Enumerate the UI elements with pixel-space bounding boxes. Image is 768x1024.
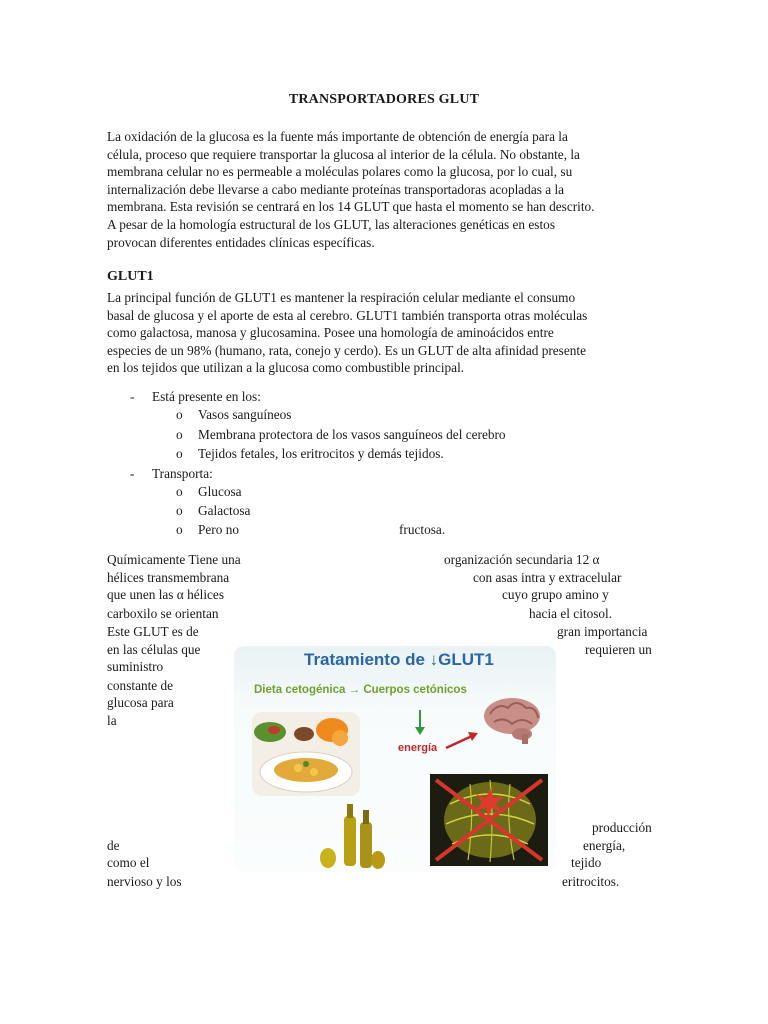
wrap-text-left: de	[107, 838, 120, 853]
sublist-item: Galactosa	[198, 503, 251, 518]
section-heading: GLUT1	[107, 269, 154, 284]
wrap-text-right: con asas intra y extracelular	[473, 570, 622, 585]
sublist-item: Glucosa	[198, 484, 242, 499]
sublist-marker: o	[176, 503, 183, 518]
glut1-paragraph	[107, 289, 663, 377]
sublist-marker: o	[176, 407, 183, 422]
text-line: en los tejidos que utilizan a la glucosa como combustible principal.	[107, 360, 465, 376]
wrap-text-left: glucosa para	[107, 695, 174, 710]
text-line: membrana. Esta revisión se centrará en los 14 GLUT que hasta el momento se han descrito.	[107, 199, 595, 215]
food-plate-image	[252, 712, 360, 796]
text-line: como galactosa, manosa y glucosamina. Posee una homología de aminoácidos entre	[107, 325, 554, 341]
arrow-right-icon: →	[348, 684, 361, 696]
wrap-text-left: carboxilo se orientan	[107, 606, 219, 621]
ketone-label: Cuerpos cetónicos	[363, 684, 467, 696]
wrap-text-left: Químicamente Tiene una	[107, 552, 241, 567]
sublist-marker: o	[176, 522, 183, 537]
sublist-item: Vasos sanguíneos	[198, 407, 292, 422]
sublist-item-tail: fructosa.	[399, 522, 446, 537]
wrap-text-right: hacia el citosol.	[529, 606, 613, 621]
wrap-text-right: cuyo grupo amino y	[502, 587, 609, 602]
text-line: membrana celular no es permeable a moléculas polares como la glucosa, por lo cual, su	[107, 164, 573, 180]
wrap-text-right: eritrocitos.	[562, 874, 620, 889]
diet-label: Dieta cetogénica	[254, 684, 346, 696]
list-dash: -	[130, 389, 135, 404]
nervous-tissue-image	[430, 774, 548, 866]
wrap-text-right: organización secundaria 12 α	[444, 552, 600, 567]
list-item: Está presente en los:	[152, 389, 261, 404]
text-line: basal de glucosa y el aporte de esta al cerebro. GLUT1 también transporta otras moléculas	[107, 307, 588, 323]
arrow-down-icon	[414, 710, 426, 736]
sublist-item: Pero no	[198, 522, 239, 537]
wrap-text-left: como el	[107, 855, 150, 870]
sublist-marker: o	[176, 427, 183, 442]
wrap-text-right: producción	[592, 820, 652, 835]
energy-label: energía	[398, 742, 438, 754]
wrap-text-left: la	[107, 713, 117, 728]
arrow-up-right-icon	[444, 730, 480, 750]
wrap-text-left: en las células que	[107, 642, 201, 657]
text-line: provocan diferentes entidades clínicas específicas.	[107, 234, 375, 250]
wrap-text-left: Este GLUT es de	[107, 624, 199, 639]
figure-title: Tratamiento de ↓GLUT1	[304, 650, 494, 669]
wrap-text-right: gran importancia	[557, 624, 648, 639]
wrap-text-right: tejido	[571, 855, 602, 870]
list-dash: -	[130, 466, 135, 481]
diet-label-row	[254, 684, 467, 696]
wrap-text-left: hélices transmembrana	[107, 570, 230, 585]
sublist-marker: o	[176, 484, 183, 499]
text-line: La principal función de GLUT1 es mantener la respiración celular mediante el consumo	[107, 290, 576, 305]
wrap-text-left: constante de	[107, 678, 174, 693]
text-line: A pesar de la homología estructural de los GLUT, las alteraciones genéticas en estos	[107, 216, 556, 232]
brain-image	[482, 694, 544, 744]
wrap-text-left: suministro	[107, 659, 164, 674]
text-line: célula, proceso que requiere transportar la glucosa al interior de la célula. No obstante, la	[107, 146, 580, 162]
wrap-text-right: energía,	[583, 838, 626, 853]
wrap-text-left: que unen las α hélices	[107, 587, 224, 602]
wrap-text-right: requieren un	[585, 642, 652, 657]
text-line: especies de un 98% (humano, rata, conejo y cerdo). Es un GLUT de alta afinidad presente	[107, 342, 587, 358]
list-item: Transporta:	[152, 466, 213, 481]
sublist-item: Tejidos fetales, los eritrocitos y demás tejidos.	[198, 446, 444, 461]
document-title: TRANSPORTADORES GLUT	[288, 92, 480, 107]
sublist-marker: o	[176, 446, 183, 461]
intro-paragraph	[107, 128, 663, 251]
treatment-infographic	[234, 646, 556, 872]
sublist-item: Membrana protectora de los vasos sanguíneos del cerebro	[198, 427, 506, 442]
text-line: La oxidación de la glucosa es la fuente más importante de obtención de energía para la	[107, 129, 568, 144]
text-line: internalización debe llevarse a cabo mediante proteínas transportadoras acopladas a la	[107, 181, 565, 197]
olive-oil-bottles-image	[320, 796, 386, 872]
wrap-text-left: nervioso y los	[107, 874, 182, 889]
